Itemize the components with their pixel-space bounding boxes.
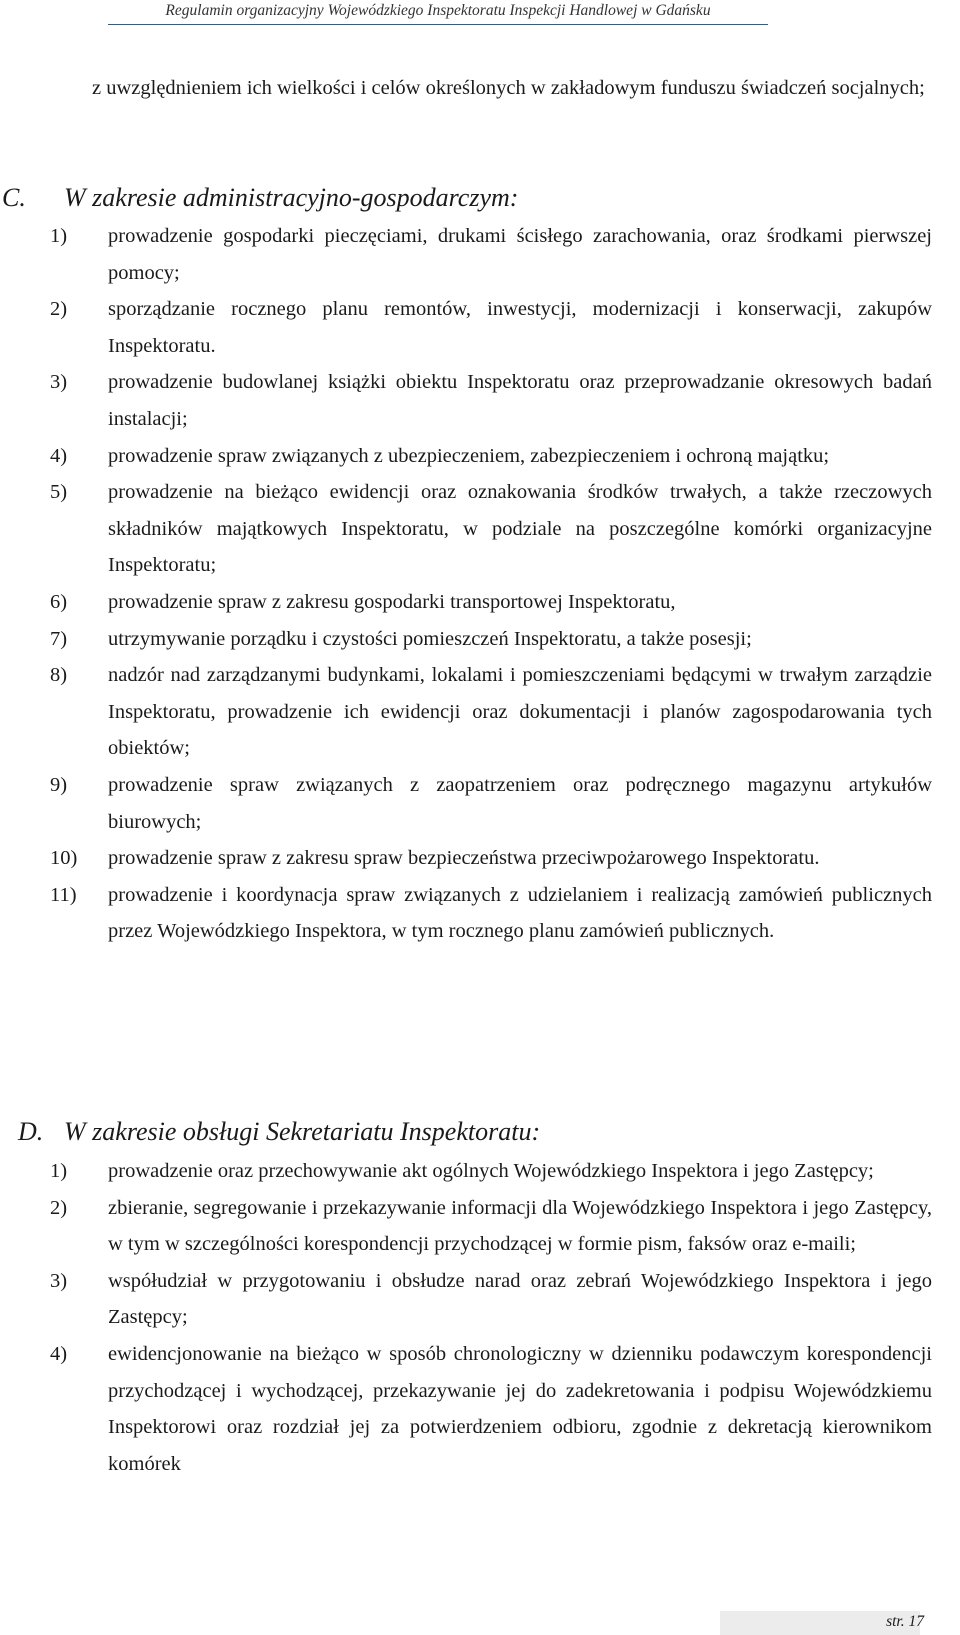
page-number: str. 17: [886, 1613, 924, 1630]
item-number: 1): [50, 225, 68, 247]
item-number: 5): [50, 481, 68, 504]
list-item: [50, 438, 932, 475]
item-text: prowadzenie spraw związanych z ubezpieczeniem, zabezpieczeniem i ochroną majątku;: [108, 444, 830, 467]
item-text: prowadzenie spraw związanych z zaopatrzeniem oraz podręcznego magazynu artykułów biurowych;: [108, 773, 932, 833]
item-text: prowadzenie oraz przechowywanie akt ogólnych Wojewódzkiego Inspektora i jego Zastępcy;: [108, 1160, 874, 1182]
section-title: W zakresie administracyjno-gospodarczym:: [64, 183, 519, 212]
list-item: [50, 1190, 932, 1263]
item-text: utrzymywanie porządku i czystości pomieszczeń Inspektoratu, a także posesji;: [108, 627, 752, 650]
item-number: 8): [50, 664, 68, 687]
item-number: 9): [50, 773, 68, 796]
item-text: współudział w przygotowaniu i obsłudze narad oraz zebrań Wojewódzkiego Inspektora i jego Zastępcy;: [108, 1269, 932, 1329]
intro-paragraph: z uwzględnieniem ich wielkości i celów określonych w zakładowym funduszu świadczeń socjalnych;: [92, 77, 925, 99]
list-item: [50, 218, 932, 291]
item-text: sporządzanie rocznego planu remontów, inwestycji, modernizacji i konserwacji, zakupów Inspektoratu.: [108, 298, 932, 357]
section-title: W zakresie obsługi Sekretariatu Inspektoratu:: [64, 1117, 541, 1146]
item-number: 1): [50, 1160, 68, 1182]
list-item: [50, 364, 932, 437]
item-text: prowadzenie i koordynacja spraw związanych z udzielaniem i realizacją zamówień publicznych przez Wojewódzkiego Inspektora, w tym rocznego planu zamówień publicznych.: [108, 883, 932, 943]
item-number: 11): [50, 883, 77, 906]
item-text: zbieranie, segregowanie i przekazywanie informacji dla Wojewódzkiego Inspektora i jego Zastępcy, w tym w szczególności korespondencji przychodzącej w formie pism, faksów oraz e-maili;: [108, 1196, 932, 1256]
running-header: Regulamin organizacyjny Wojewódzkiego Inspektoratu Inspekcji Handlowej w Gdańsku: [165, 2, 711, 19]
item-number: 10): [50, 847, 78, 870]
list-item: [50, 1153, 932, 1190]
list-item: [50, 840, 932, 877]
section-d-list: [50, 1153, 932, 1482]
list-item: [50, 877, 932, 950]
item-text: prowadzenie spraw z zakresu spraw bezpieczeństwa przeciwpożarowego Inspektoratu.: [108, 847, 820, 870]
section-letter: C.: [2, 183, 26, 212]
list-item: [50, 584, 932, 621]
item-number: 2): [50, 298, 68, 321]
item-number: 6): [50, 590, 68, 613]
item-text: prowadzenie budowlanej książki obiektu Inspektoratu oraz przeprowadzanie okresowych badań instalacji;: [108, 371, 932, 430]
item-number: 7): [50, 627, 68, 650]
list-item: [50, 621, 932, 658]
header-divider: [108, 24, 768, 25]
item-number: 3): [50, 371, 68, 394]
list-item: [50, 1263, 932, 1336]
item-text: prowadzenie spraw z zakresu gospodarki transportowej Inspektoratu,: [108, 590, 676, 613]
item-text: nadzór nad zarządzanymi budynkami, lokalami i pomieszczeniami będącymi w trwałym zarządzie Inspektoratu, prowadzenie ich ewidencji oraz dokumentacji i planów zagospodarowania tych obiektów;: [108, 664, 932, 760]
item-number: 4): [50, 444, 68, 467]
list-item: [50, 767, 932, 840]
list-item: [50, 657, 932, 767]
item-number: 3): [50, 1269, 68, 1292]
item-text: prowadzenie na bieżąco ewidencji oraz oznakowania środków trwałych, a także rzeczowych składników majątkowych Inspektoratu, w podziale na poszczególne komórki organizacyjne Inspektoratu;: [108, 481, 932, 577]
item-text: prowadzenie gospodarki pieczęciami, drukami ścisłego zarachowania, oraz środkami pierwszej pomocy;: [108, 225, 932, 284]
item-number: 2): [50, 1196, 68, 1219]
list-item: [50, 291, 932, 364]
list-item: [50, 474, 932, 584]
section-letter: D.: [18, 1117, 44, 1146]
item-text: ewidencjonowanie na bieżąco w sposób chronologiczny w dzienniku podawczym korespondencji przychodzącej i wychodzącej, przekazywanie jej do zadekretowania i podpisu Wojewódzkiemu Inspektorowi oraz rozdział jej za potwierdzeniem odbioru, zgodnie z dekretacją kierownikom komórek: [108, 1342, 932, 1475]
list-item: [50, 1336, 932, 1482]
section-c-list: [50, 218, 932, 950]
item-number: 4): [50, 1342, 68, 1365]
